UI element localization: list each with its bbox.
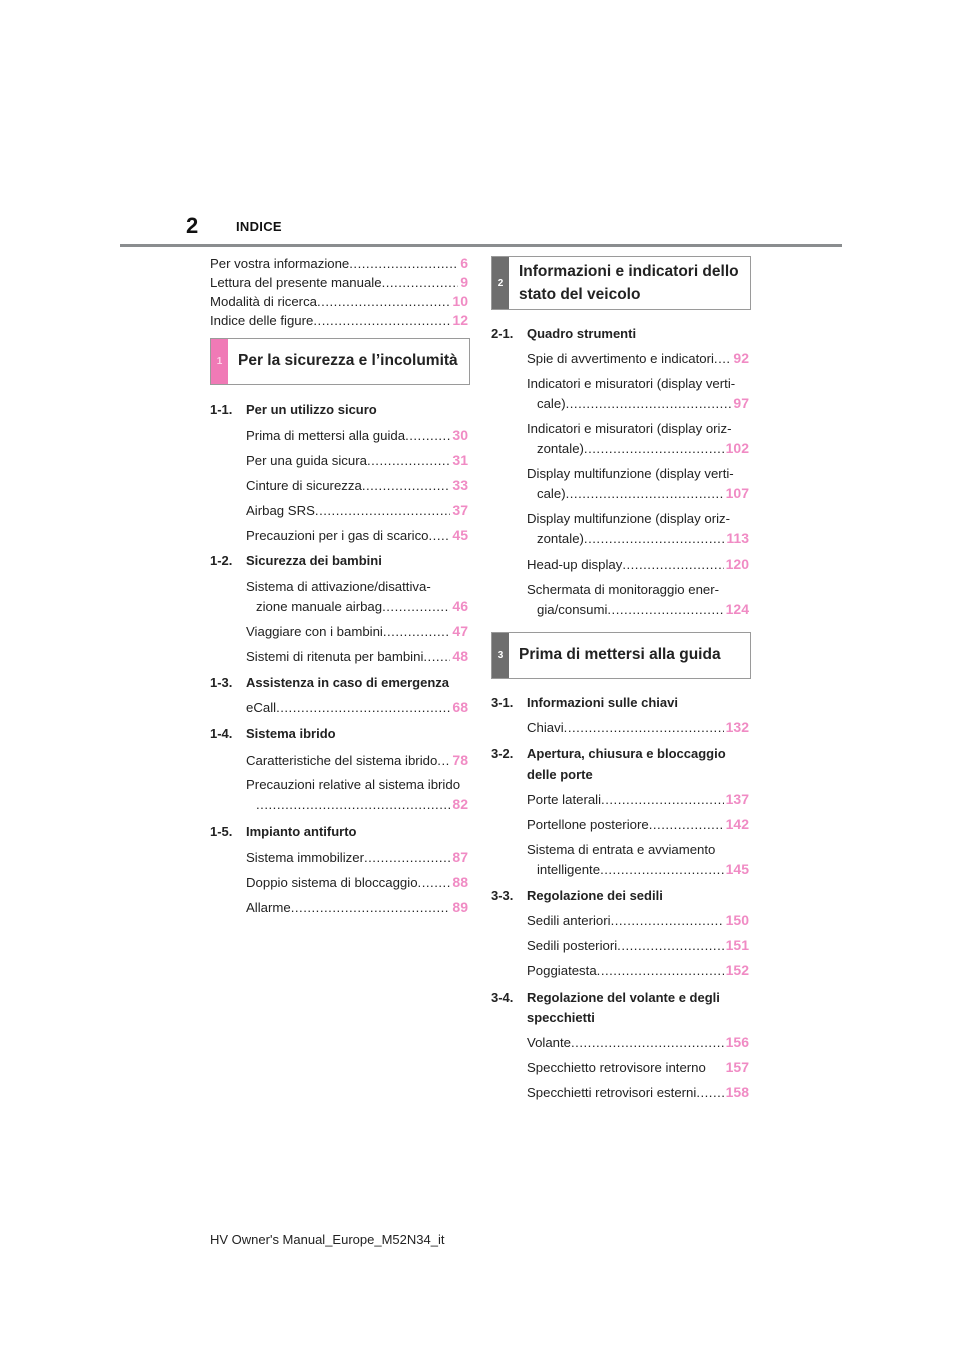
section-heading: 3-1. Informazioni sulle chiavi bbox=[491, 695, 678, 710]
toc-entry-line: Schermata di monitoraggio ener- bbox=[527, 582, 720, 597]
entry-page-link[interactable]: 88 bbox=[452, 874, 468, 890]
toc-entry[interactable]: Doppio sistema di bloccaggio ..... 88 bbox=[246, 872, 468, 892]
toc-entry[interactable]: Cinture di sicurezza ..... 33 bbox=[246, 475, 468, 495]
chapter-title: Per la sicurezza e l’incolumità bbox=[238, 352, 458, 369]
entry-page-link[interactable]: 12 bbox=[452, 312, 468, 328]
entry-page-link[interactable]: 37 bbox=[452, 502, 468, 518]
entry-page-link[interactable]: 158 bbox=[725, 1084, 749, 1100]
toc-entry[interactable]: Porte laterali ..... 137 bbox=[527, 789, 749, 809]
entry-page-link[interactable]: 137 bbox=[725, 791, 749, 807]
toc-entry[interactable] bbox=[210, 291, 468, 311]
toc-entry-line: Sistema di entrata e avviamento bbox=[527, 842, 716, 857]
chapter-tab: 3 bbox=[492, 633, 509, 678]
entry-text: Lettura del presente manuale bbox=[210, 275, 382, 290]
toc-entry[interactable]: Volante ..... 156 bbox=[527, 1032, 749, 1052]
toc-entry[interactable] bbox=[210, 253, 468, 273]
entry-page-link[interactable]: 89 bbox=[452, 899, 468, 915]
entry-page-link[interactable]: 45 bbox=[452, 527, 468, 543]
entry-page-link[interactable]: 113 bbox=[726, 530, 749, 546]
entry-text: Per vostra informazione bbox=[210, 256, 350, 271]
toc-entry[interactable]: Per una guida sicura ..... 31 bbox=[246, 450, 468, 470]
toc-entry[interactable]: Prima di mettersi alla guida ..... 30 bbox=[246, 425, 468, 445]
entry-page-link[interactable]: 145 bbox=[725, 861, 749, 877]
section-heading: 1-5. Impianto antifurto bbox=[210, 824, 357, 839]
chapter-title: Prima di mettersi alla guida bbox=[519, 646, 721, 663]
toc-entry[interactable]: zontale) ..... 102 bbox=[537, 438, 749, 458]
entry-page-link[interactable]: 78 bbox=[452, 752, 468, 768]
section-heading: 3-4. Regolazione del volante e degli bbox=[491, 990, 720, 1005]
entry-page-link[interactable]: 102 bbox=[725, 440, 749, 456]
entry-page-link[interactable]: 87 bbox=[452, 849, 468, 865]
toc-entry-line: Sistema di attivazione/disattiva- bbox=[246, 579, 431, 594]
section-heading: 3-2. Apertura, chiusura e bloccaggio bbox=[491, 746, 726, 761]
entry-page-link[interactable]: 30 bbox=[452, 427, 468, 443]
toc-entry[interactable]: cale) ..... 107 bbox=[537, 483, 749, 503]
entry-page-link[interactable]: 152 bbox=[725, 962, 749, 978]
footer-text: HV Owner's Manual_Europe_M52N34_it bbox=[210, 1232, 445, 1247]
chapter-tab: 2 bbox=[492, 257, 509, 309]
entry-text: Indice delle figure bbox=[210, 313, 314, 328]
toc-entry[interactable]: Poggiatesta ..... 152 bbox=[527, 960, 749, 980]
toc-entry[interactable] bbox=[210, 272, 468, 292]
entry-page-link[interactable]: 31 bbox=[452, 452, 468, 468]
entry-page-link[interactable]: 107 bbox=[725, 485, 749, 501]
entry-page-link[interactable]: 142 bbox=[725, 816, 749, 832]
entry-page-link[interactable]: 157 bbox=[725, 1059, 749, 1075]
entry-page-link[interactable]: 150 bbox=[725, 912, 749, 928]
chapter-2-box[interactable] bbox=[491, 256, 751, 310]
toc-entry[interactable]: Allarme ..... 89 bbox=[246, 897, 468, 917]
entry-page-link[interactable]: 48 bbox=[452, 648, 468, 664]
toc-entry[interactable] bbox=[210, 310, 468, 330]
entry-page-link[interactable]: 68 bbox=[452, 699, 468, 715]
toc-entry[interactable]: cale) ..... 97 bbox=[537, 393, 749, 413]
section-heading: 1-4. Sistema ibrido bbox=[210, 726, 336, 741]
entry-text: Modalità di ricerca bbox=[210, 294, 318, 309]
toc-entry[interactable]: Specchietti retrovisori esterni ..... 158 bbox=[527, 1082, 749, 1102]
toc-entry[interactable]: zontale) ..... 113 bbox=[537, 528, 749, 548]
chapter-1-box[interactable] bbox=[210, 338, 470, 385]
toc-entry[interactable]: Sistemi di ritenuta per bambini ..... 48 bbox=[246, 646, 468, 666]
toc-entry[interactable]: Sedili posteriori ..... 151 bbox=[527, 935, 749, 955]
toc-entry[interactable]: Precauzioni per i gas di scarico ..... 45 bbox=[246, 525, 468, 545]
page-number: 2 bbox=[186, 213, 199, 238]
entry-page-link[interactable]: 132 bbox=[725, 719, 749, 735]
chapter-title-line1: Informazioni e indicatori dello bbox=[519, 263, 739, 280]
entry-page-link[interactable]: 82 bbox=[452, 796, 468, 812]
toc-entry[interactable]: Viaggiare con i bambini ..... 47 bbox=[246, 621, 468, 641]
entry-page-link[interactable]: 33 bbox=[452, 477, 468, 493]
entry-page-link[interactable]: 97 bbox=[733, 395, 749, 411]
chapter-tab: 1 bbox=[211, 339, 228, 384]
toc-entry-line: Indicatori e misuratori (display oriz- bbox=[527, 421, 732, 436]
toc-entry[interactable]: eCall ..... 68 bbox=[246, 697, 468, 717]
section-heading-line2: delle porte bbox=[527, 767, 593, 782]
chapter-title-line2: stato del veicolo bbox=[519, 286, 641, 303]
entry-page-link[interactable]: 151 bbox=[725, 937, 749, 953]
toc-entry[interactable]: gia/consumi ..... 124 bbox=[537, 599, 749, 619]
toc-entry[interactable]: Caratteristiche del sistema ibrido ..... 78 bbox=[246, 750, 468, 770]
toc-entry-line: Precauzioni relative al sistema ibrido bbox=[246, 777, 461, 792]
toc-entry[interactable]: Head-up display ..... 120 bbox=[527, 554, 749, 574]
entry-page-link[interactable]: 9 bbox=[460, 274, 468, 290]
header-divider bbox=[120, 244, 842, 247]
section-heading: 2-1. Quadro strumenti bbox=[491, 326, 637, 341]
section-heading-line2: specchietti bbox=[527, 1010, 595, 1025]
toc-entry[interactable]: Sistema immobilizer ..... 87 bbox=[246, 847, 468, 867]
toc-entry[interactable]: Specchietto retrovisore interno 157 bbox=[527, 1059, 749, 1075]
toc-entry[interactable]: Airbag SRS ..... 37 bbox=[246, 500, 468, 520]
section-heading: 3-3. Regolazione dei sedili bbox=[491, 888, 663, 903]
entry-page-link[interactable]: 124 bbox=[725, 601, 749, 617]
page-title: INDICE bbox=[236, 219, 282, 234]
section-heading: 1-3. Assistenza in caso di emergenza bbox=[210, 675, 450, 690]
toc-entry[interactable]: intelligente ..... 145 bbox=[537, 859, 749, 879]
toc-entry[interactable]: zione manuale airbag ..... 46 bbox=[256, 596, 468, 616]
entry-page-link[interactable]: 92 bbox=[733, 350, 749, 366]
toc-entry[interactable]: Sedili anteriori ..... 150 bbox=[527, 910, 749, 930]
toc-entry[interactable]: Spie di avvertimento e indicatori ..... 92 bbox=[527, 348, 749, 368]
entry-page-link[interactable]: 6 bbox=[460, 255, 468, 271]
entry-page-link[interactable]: 156 bbox=[725, 1034, 749, 1050]
toc-entry[interactable]: Chiavi ..... 132 bbox=[527, 717, 749, 737]
toc-entry[interactable]: Portellone posteriore ..... 142 bbox=[527, 814, 749, 834]
entry-page-link[interactable]: 47 bbox=[452, 623, 468, 639]
toc-entry-line: Display multifunzione (display oriz- bbox=[527, 511, 731, 526]
toc-entry-line: Display multifunzione (display verti- bbox=[527, 466, 734, 481]
entry-page-link[interactable]: 120 bbox=[725, 556, 749, 572]
section-heading: 1-2. Sicurezza dei bambini bbox=[210, 553, 382, 568]
entry-page-link[interactable]: 46 bbox=[452, 598, 468, 614]
section-heading: 1-1. Per un utilizzo sicuro bbox=[210, 402, 377, 417]
chapter-3-box[interactable] bbox=[491, 632, 751, 679]
toc-entry-line: Indicatori e misuratori (display verti- bbox=[527, 376, 736, 391]
entry-page-link[interactable]: 10 bbox=[452, 293, 468, 309]
toc-entry[interactable] bbox=[256, 794, 468, 814]
